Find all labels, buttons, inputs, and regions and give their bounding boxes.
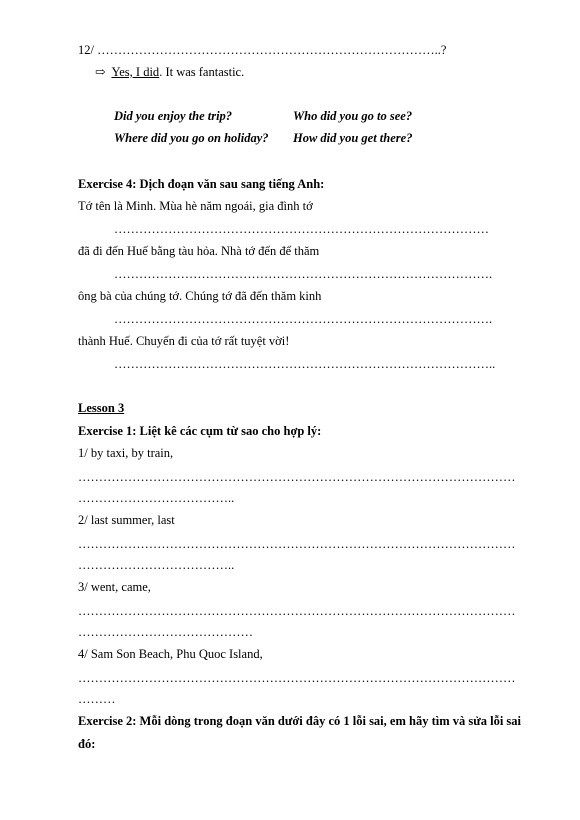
- list-item-blank: ……………………………………………………………………………………………: [78, 671, 516, 685]
- lesson-3-title: Lesson 3: [78, 401, 125, 415]
- list-item-blank: ……………………………………………………………………………………………: [78, 604, 516, 618]
- question-12-blank: ………………………………………………………………………..?: [97, 43, 447, 57]
- option-3: Where did you go on holiday?: [114, 131, 269, 145]
- list-item-label: 4/ Sam Son Beach, Phu Quoc Island,: [78, 647, 263, 661]
- list-item-blank: ……………………………………: [78, 625, 253, 639]
- question-12-number: 12/: [78, 43, 98, 57]
- exercise-2-heading-cont: đó:: [78, 737, 96, 751]
- list-item-blank: ………: [78, 692, 116, 706]
- exercise-4-blank: ………………………………………………………………………………: [114, 222, 489, 236]
- option-1: Did you enjoy the trip?: [114, 109, 233, 123]
- arrow-right-icon: ⇨: [95, 65, 106, 79]
- exercise-2-heading: Exercise 2: Mỗi dòng trong đoạn văn dưới đây có 1 lỗi sai, em hãy tìm và sửa lỗi sai: [78, 714, 522, 728]
- exercise-4-heading: Exercise 4: Dịch đoạn văn sau sang tiếng Anh:: [78, 177, 325, 191]
- answer-underlined: Yes, I did: [111, 65, 160, 79]
- exercise-4-line: đã đi đến Huế bằng tàu hỏa. Nhà tớ đến để thăm: [78, 244, 320, 258]
- exercise-4-blank: ……………………………………………………………………………….: [114, 312, 493, 326]
- answer-line: [95, 64, 244, 80]
- exercise-4-line: thành Huế. Chuyến đi của tớ rất tuyệt vời!: [78, 334, 290, 348]
- list-item-label: 2/ last summer, last: [78, 513, 175, 527]
- list-item-blank: ……………………………………………………………………………………………: [78, 537, 516, 551]
- list-item-blank: ………………………………..: [78, 491, 235, 505]
- option-4: How did you get there?: [293, 131, 413, 145]
- question-12: [78, 42, 446, 58]
- exercise-4-line: Tớ tên là Minh. Mùa hè năm ngoái, gia đình tớ: [78, 199, 313, 213]
- exercise-1-heading: Exercise 1: Liệt kê các cụm từ sao cho hợp lý:: [78, 424, 322, 438]
- exercise-4-blank: ………………………………………………………………………………..: [114, 357, 496, 371]
- option-2: Who did you go to see?: [293, 109, 413, 123]
- list-item-label: 3/ went, came,: [78, 580, 151, 594]
- exercise-4-blank: ……………………………………………………………………………….: [114, 267, 493, 281]
- list-item-blank: ……………………………………………………………………………………………: [78, 470, 516, 484]
- answer-rest: . It was fantastic.: [159, 65, 245, 79]
- exercise-4-line: ông bà của chúng tớ. Chúng tớ đã đến thăm kinh: [78, 289, 322, 303]
- list-item-label: 1/ by taxi, by train,: [78, 446, 174, 460]
- list-item-blank: ………………………………..: [78, 558, 235, 572]
